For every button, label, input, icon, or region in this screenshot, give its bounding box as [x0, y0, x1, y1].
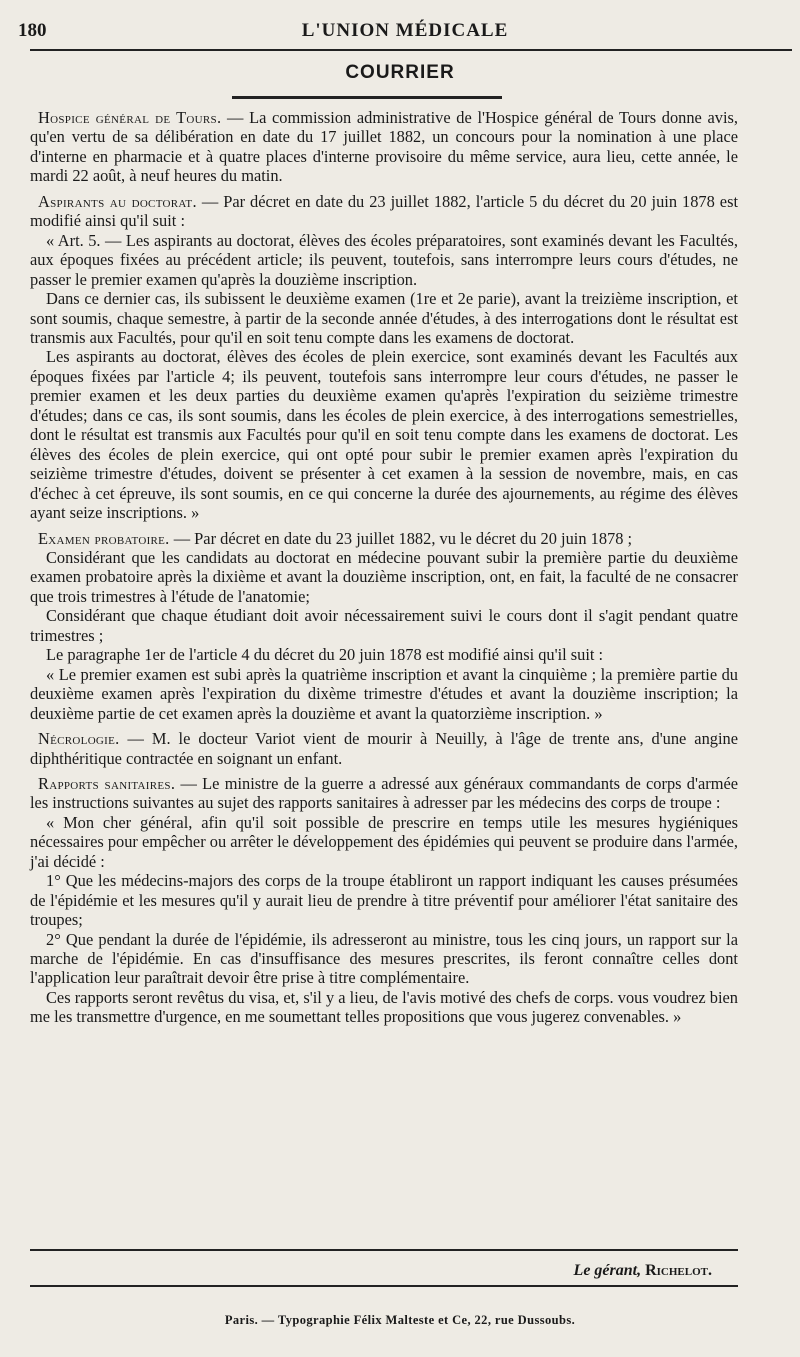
examen-paragraph-2: Considérant que les candidats au doctorat en médecine pouvant subir la première partie du deuxième examen probatoire après la dixième et avant la douzième inscription, ont, en fait, la faculté de ne consacrer que trois trimestres à l'étude de l'anatomie; — [30, 547, 738, 606]
journal-title: L'UNION MÉDICALE — [301, 20, 509, 41]
printer-line: Paris. — Typographie Félix Malteste et Ce, 22, rue Dussoubs. — [224, 1313, 576, 1327]
article-body — [30, 108, 738, 1027]
rapports-paragraph — [30, 774, 738, 813]
rapports-paragraph-2: « Mon cher général, afin qu'il soit possible de prescrire en temps utile les mesures hygiéniques nécessaires pour empêcher ou arrêter le développement des épidémies qui peuvent se produire dans l'armée, j'ai décidé : — [30, 812, 738, 871]
header-rule — [30, 49, 792, 51]
page-header — [18, 14, 792, 50]
necrologie-paragraph — [30, 729, 738, 768]
rapports-text: — Le ministre de la guerre a adressé aux généraux commandants de corps d'armée les instructions suivantes au sujet des rapports sanitaires à adresser par les médecins des corps de troupe : — [30, 773, 738, 813]
footer-rule-top — [30, 1249, 738, 1251]
manager-label: Le gérant, — [573, 1262, 642, 1279]
aspirants-article-5: « Art. 5. — Les aspirants au doctorat, élèves des écoles préparatoires, sont examinés devant les Facultés, aux époques fixées au précédent article; ils peuvent, toutefois, sans interrompre leurs cours d'études, ne passer le premier examen qu'après la douzième inscription. — [30, 230, 738, 289]
examen-text: — Par décret en date du 23 juillet 1882, vu le décret du 20 juin 1878 ; — [169, 528, 633, 548]
hospice-heading: Hospice général de Tours. — [38, 108, 222, 127]
necrologie-heading: Nécrologie. — [38, 729, 120, 749]
footer-rule-bottom — [30, 1285, 738, 1287]
rapports-paragraph-5: Ces rapports seront revêtus du visa, et, s'il y a lieu, de l'avis motivé des chefs de corps. vous voudrez bien me les transmettre d'urgence, en me soumettant telles propositions que vous jugerez convenables. » — [30, 987, 738, 1027]
examen-paragraph-3: Considérant que chaque étudiant doit avoir nécessairement suivi le cours dont il s'agit pendant quatre trimestres ; — [30, 606, 738, 645]
examen-heading: Examen probatoire. — [38, 528, 170, 548]
aspirants-text: — Par décret en date du 23 juillet 1882, l'article 5 du décret du 20 juin 1878 est modifié ainsi qu'il suit : — [30, 191, 738, 231]
aspirants-paragraph — [30, 192, 738, 231]
hospice-text: — La commission administrative de l'Hospice général de Tours donne avis, qu'en vertu de sa délibération en date du 17 juillet 1882, un concours pour la nomination à une place d'interne en pharmacie et à quatre places d'interne provisoire du même service, aura lieu, cette année, le mardi 22 août, à neuf heures du matin. — [30, 108, 738, 186]
necrologie-text: — M. le docteur Variot vient de mourir à Neuilly, à l'âge de trente ans, d'une angine diphthéritique contractée en soignant un enfant. — [30, 729, 738, 768]
aspirants-paragraph-4: Les aspirants au doctorat, élèves des écoles de plein exercice, sont examinés devant les Facultés aux époques fixées par l'article 4; ils peuvent, toutefois sans interrompre leur cours d'études, ne passer le premier examen et les deux parties du deuxième examen qu'après l'expiration du seizième trimestre d'études; dans ce cas, ils sont soumis, dans les écoles de plein exercice, à des interrogations semestrielles, dont le résultat est transmis aux Facultés pour qu'il en soit tenu compte dans les examens de doctorat. Les élèves des écoles de plein exercice, qui ont opté pour subir le premier examen après l'expiration du seizième trimestre d'études, doivent se présenter à cet examen à la session de novembre, mais, en cas d'échec à cet épreuve, ils sont soumis, en ce qui concerne la durée des ajournements, au régime des élèves ayant seize inscriptions. » — [30, 347, 738, 523]
title-rule — [232, 96, 502, 99]
aspirants-heading: Aspirants au doctorat. — [38, 191, 197, 211]
manager-name: Richelot. — [645, 1262, 712, 1279]
section-title: COURRIER — [345, 62, 455, 83]
examen-paragraph-5: « Le premier examen est subi après la quatrième inscription et avant la cinquième ; la première partie du deuxième examen après l'expiration du dixème trimestre d'études et avant la douzième inscription; la deuxième partie de cet examen après la douzième et avant la quatorzième inscription. » — [30, 664, 738, 723]
examen-paragraph — [30, 529, 738, 548]
hospice-paragraph — [30, 108, 738, 186]
rapports-paragraph-3: 1° Que les médecins-majors des corps de la troupe établiront un rapport indiquant les causes présumées de l'épidémie et les mesures qu'il y aurait lieu de prendre à titre préventif pour améliorer l'état sanitaire des troupes; — [30, 871, 738, 930]
rapports-heading: Rapports sanitaires. — [38, 773, 176, 793]
rapports-paragraph-4: 2° Que pendant la durée de l'épidémie, ils adresseront au ministre, tous les cinq jours, un rapport sur la marche de l'épidémie. En cas d'insuffisance des mesures prescrites, ils feront connaître celles dont l'application leur paraîtrait devoir être prise à titre complémentaire. — [30, 929, 738, 988]
examen-paragraph-4: Le paragraphe 1er de l'article 4 du décret du 20 juin 1878 est modifié ainsi qu'il suit : — [46, 645, 604, 665]
manager-signature — [574, 1262, 712, 1280]
page-number: 180 — [18, 20, 47, 41]
aspirants-paragraph-3: Dans ce dernier cas, ils subissent le deuxième examen (1re et 2e parie), avant la treizième inscription, et sont soumis, chaque semestre, à partir de la seconde année d'études, à des interrogations dont le résultat est transmis aux Facultés, pour qu'il en soit tenu compte dans les examens de doctorat. — [30, 289, 738, 347]
